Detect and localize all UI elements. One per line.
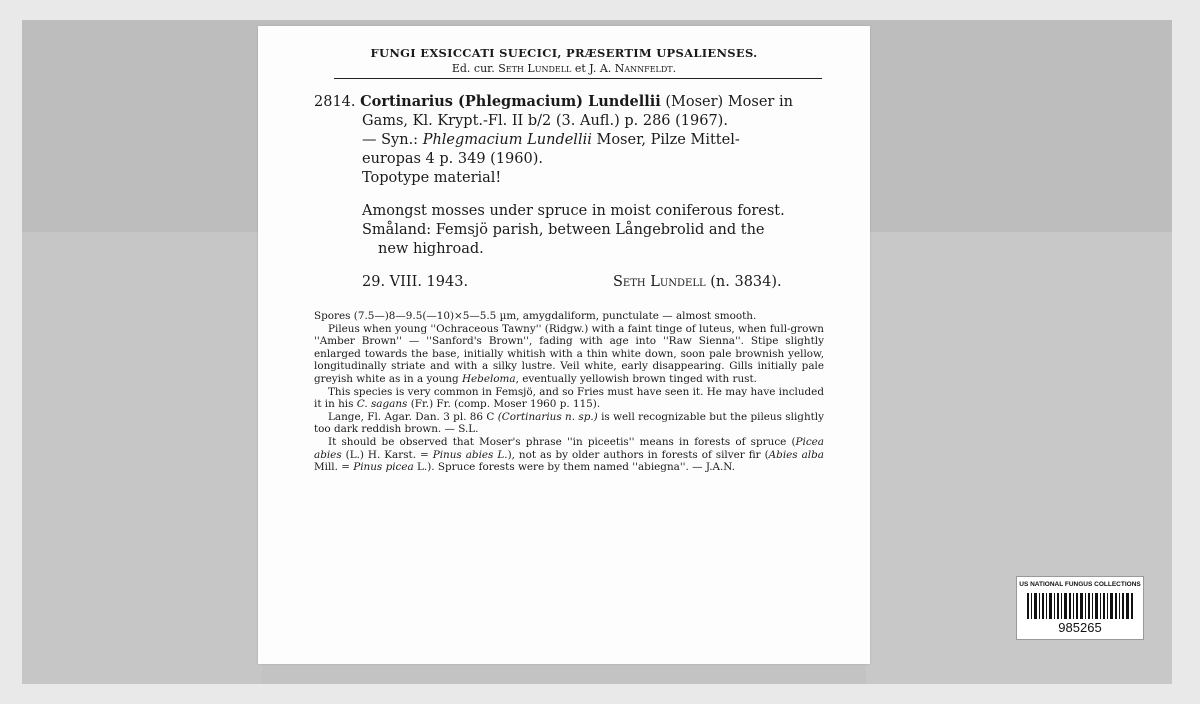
barcode-number: 985265 <box>1058 620 1102 635</box>
lange-text: Lange, Fl. Agar. Dan. 3 pl. 86 C <box>328 410 495 423</box>
description-notes <box>314 310 824 474</box>
synonym-prefix: — Syn.: <box>362 132 419 148</box>
collector-number: (n. 3834). <box>710 274 782 290</box>
locality-block <box>362 202 824 259</box>
synonym-name: Phlegmacium Lundellii <box>422 132 592 148</box>
moser-text-2: (L.) H. Karst. = <box>345 448 429 461</box>
moser-text-3: ), not as by older authors in forests of silver fir ( <box>507 448 769 461</box>
barcode-label <box>1016 576 1144 640</box>
editors-join: et <box>574 62 586 75</box>
citation-line: Gams, Kl. Krypt.-Fl. II b/2 (3. Aufl.) p. 286 (1967). <box>362 113 728 129</box>
topotype-note: Topotype material! <box>362 170 502 186</box>
moser-paragraph <box>314 436 824 474</box>
series-title: FUNGI EXSICCATI SUECICI, PRÆSERTIM UPSALIENSES. <box>370 46 758 60</box>
lange-paragraph <box>314 411 824 436</box>
spores-paragraph: Spores (7.5—)8—9.5(—10)×5—5.5 µm, amygdaliform, punctulate — almost smooth. <box>314 310 757 322</box>
habitat-text: Amongst mosses under spruce in moist coniferous forest. <box>362 203 785 219</box>
barcode-institution: US NATIONAL FUNGUS COLLECTIONS <box>1019 581 1141 588</box>
packet-left-flap <box>22 232 262 684</box>
genus-hebeloma: Hebeloma <box>461 372 516 385</box>
frequency-paragraph <box>314 386 824 411</box>
place-line-2: new highroad. <box>378 241 484 257</box>
lange-text-end: is well recognizable but the pileus slightly too dark reddish brown. — S.L. <box>314 410 825 436</box>
editor-name-1: Seth Lundell <box>498 62 572 75</box>
editors-prefix: Ed. cur. <box>451 62 495 75</box>
place-line-1: Småland: Femsjö parish, between Långebrolid and the <box>362 222 765 238</box>
pileus-text-end: , eventually yellowish brown tinged with rust. <box>515 372 757 385</box>
taxon-authority: (Moser) Moser in <box>665 94 793 110</box>
lange-species: (Cortinarius n. sp.) <box>497 410 598 423</box>
moser-text-end: L.). Spruce forests were by them named ''abiegna''. — J.A.N. <box>417 461 736 474</box>
specimen-label <box>258 26 870 664</box>
synonym-line <box>314 131 824 150</box>
synonym-citation: europas 4 p. 349 (1960). <box>362 151 544 167</box>
specimen-number: 2814. <box>314 94 356 110</box>
frequency-text-end: (Fr.) Fr. (comp. Moser 1960 p. 115). <box>410 398 601 411</box>
species-picea-abies: Picea abies <box>314 435 824 461</box>
moser-text: It should be observed that Moser's phrase ''in piceetis'' means in forests of spruce ( <box>328 435 796 448</box>
collection-date: 29. VIII. 1943. <box>362 274 469 290</box>
moser-text-4: Mill. = <box>314 461 350 474</box>
collector-name: Seth Lundell <box>613 274 706 290</box>
pileus-paragraph <box>314 323 824 386</box>
taxon-block <box>314 92 824 188</box>
editor-name-2: J. A. Nannfeldt. <box>589 62 677 75</box>
species-pinus-abies: Pinus abies L. <box>432 448 508 461</box>
header-rule <box>334 78 822 79</box>
taxon-name: Cortinarius (Phlegmacium) Lundellii <box>360 93 661 110</box>
collector-line <box>613 274 782 290</box>
species-abies-alba: Abies alba <box>768 448 824 461</box>
frequency-text: This species is very common in Femsjö, and so Fries must have seen it. He may have included it in his <box>314 385 824 411</box>
species-c-sagans: C. sagans <box>356 398 408 411</box>
barcode-icon <box>1027 593 1133 619</box>
synonym-rest: Moser, Pilze Mittel- <box>596 132 740 148</box>
species-pinus-picea: Pinus picea <box>353 461 414 474</box>
editors-line <box>258 62 870 75</box>
pileus-text: Pileus when young ''Ochraceous Tawny'' (Ridgw.) with a faint tinge of luteus, when full-grown ''Amber Brown'' — ''Sanford's Brown'', fading with age into ''Raw Sienna''. Stipe slightly enlarged towards the base, initially whitish with a thin white down, soon pale brownish yellow, longitudinally striate and with a silky lustre. Veil white, early disappearing. Gills initially pale greyish white as in a young <box>314 322 824 385</box>
